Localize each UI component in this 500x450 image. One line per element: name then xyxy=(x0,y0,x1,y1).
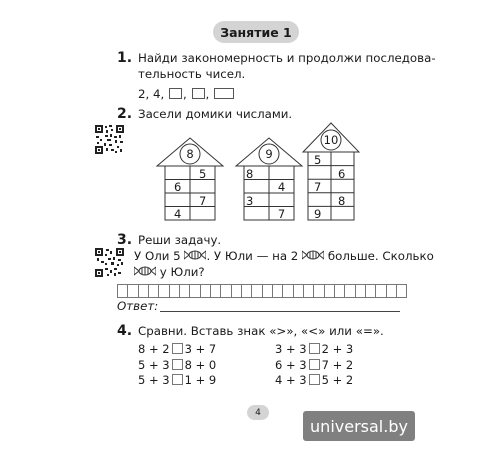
house-cell: 7 xyxy=(314,180,322,194)
house-cell: 5 xyxy=(314,153,322,167)
compare-row: 5 + 3 8 + 0 xyxy=(138,357,217,372)
compare-row: 5 + 3 1 + 9 xyxy=(138,373,217,387)
sign-box[interactable] xyxy=(172,343,183,354)
qr-code xyxy=(95,248,124,277)
task-2-number: 2. xyxy=(117,106,133,122)
house-cell: 4 xyxy=(277,180,286,194)
compare-row: 3 + 3 2 + 3 xyxy=(275,342,354,356)
house-cell: 8 xyxy=(246,167,254,181)
task-1-text-line2: тельность чисел. xyxy=(138,67,246,81)
candy-icon xyxy=(134,264,156,281)
house-cell: 7 xyxy=(277,207,286,221)
answer-box[interactable] xyxy=(169,88,182,99)
house-cell: 5 xyxy=(199,167,207,181)
task-1-text-line1: Найди закономерность и продолжи последова- xyxy=(138,51,436,65)
problem-text-part: больше. Сколько xyxy=(327,249,434,263)
sign-box[interactable] xyxy=(172,374,183,385)
house-cell: 8 xyxy=(338,194,346,208)
sign-box[interactable] xyxy=(309,374,320,385)
roof-number: 10 xyxy=(323,133,339,147)
house-3 xyxy=(302,122,360,222)
page-number: 4 xyxy=(247,405,269,420)
roof-number: 8 xyxy=(186,147,194,161)
compare-row: 6 + 3 7 + 2 xyxy=(275,357,354,372)
house-cell: 4 xyxy=(174,207,182,221)
problem-text-part: У Оли 5 xyxy=(134,249,181,263)
task-1-number: 1. xyxy=(117,50,133,66)
sign-box[interactable] xyxy=(309,343,320,354)
answer-box[interactable] xyxy=(214,88,234,99)
problem-text-part: . У Юли — на 2 xyxy=(206,249,299,263)
sequence-start: 2, 4, xyxy=(138,87,165,101)
house-2 xyxy=(234,137,304,221)
qr-code xyxy=(95,125,124,154)
problem-text-part: у Юли? xyxy=(159,265,205,279)
sign-box[interactable] xyxy=(309,359,320,370)
roof-number: 9 xyxy=(265,147,273,161)
task-4-number: 4. xyxy=(117,323,133,339)
solution-grid[interactable] xyxy=(117,284,407,298)
task-4-text: Сравни. Вставь знак «>», «<» или «=». xyxy=(138,324,384,338)
task-3-number: 3. xyxy=(117,232,133,248)
candy-icon xyxy=(302,248,324,265)
answer-line[interactable] xyxy=(160,311,400,312)
house-cell: 6 xyxy=(174,180,182,194)
house-1 xyxy=(155,137,225,221)
compare-row: 8 + 2 3 + 7 xyxy=(138,342,217,356)
house-cell: 7 xyxy=(199,194,207,208)
candy-icon xyxy=(184,248,206,265)
compare-column-right xyxy=(275,342,353,389)
house-cell: 6 xyxy=(338,167,346,181)
task-3-problem-line2 xyxy=(134,264,205,281)
task-3-problem-line1 xyxy=(134,248,434,265)
answer-label: Ответ: xyxy=(117,299,159,313)
answer-box[interactable] xyxy=(192,88,205,99)
watermark: universal.by xyxy=(303,411,415,441)
house-cell: 3 xyxy=(246,194,254,208)
sign-box[interactable] xyxy=(172,359,183,370)
task-2-text: Засели домики числами. xyxy=(138,107,293,121)
number-sequence: 2, 4, , , xyxy=(138,86,235,103)
lesson-title: Занятие 1 xyxy=(213,21,299,43)
house-cell: 9 xyxy=(314,207,322,221)
compare-column-left xyxy=(138,342,216,389)
compare-row: 4 + 3 5 + 2 xyxy=(275,373,354,387)
task-3-heading: Реши задачу. xyxy=(138,233,222,247)
